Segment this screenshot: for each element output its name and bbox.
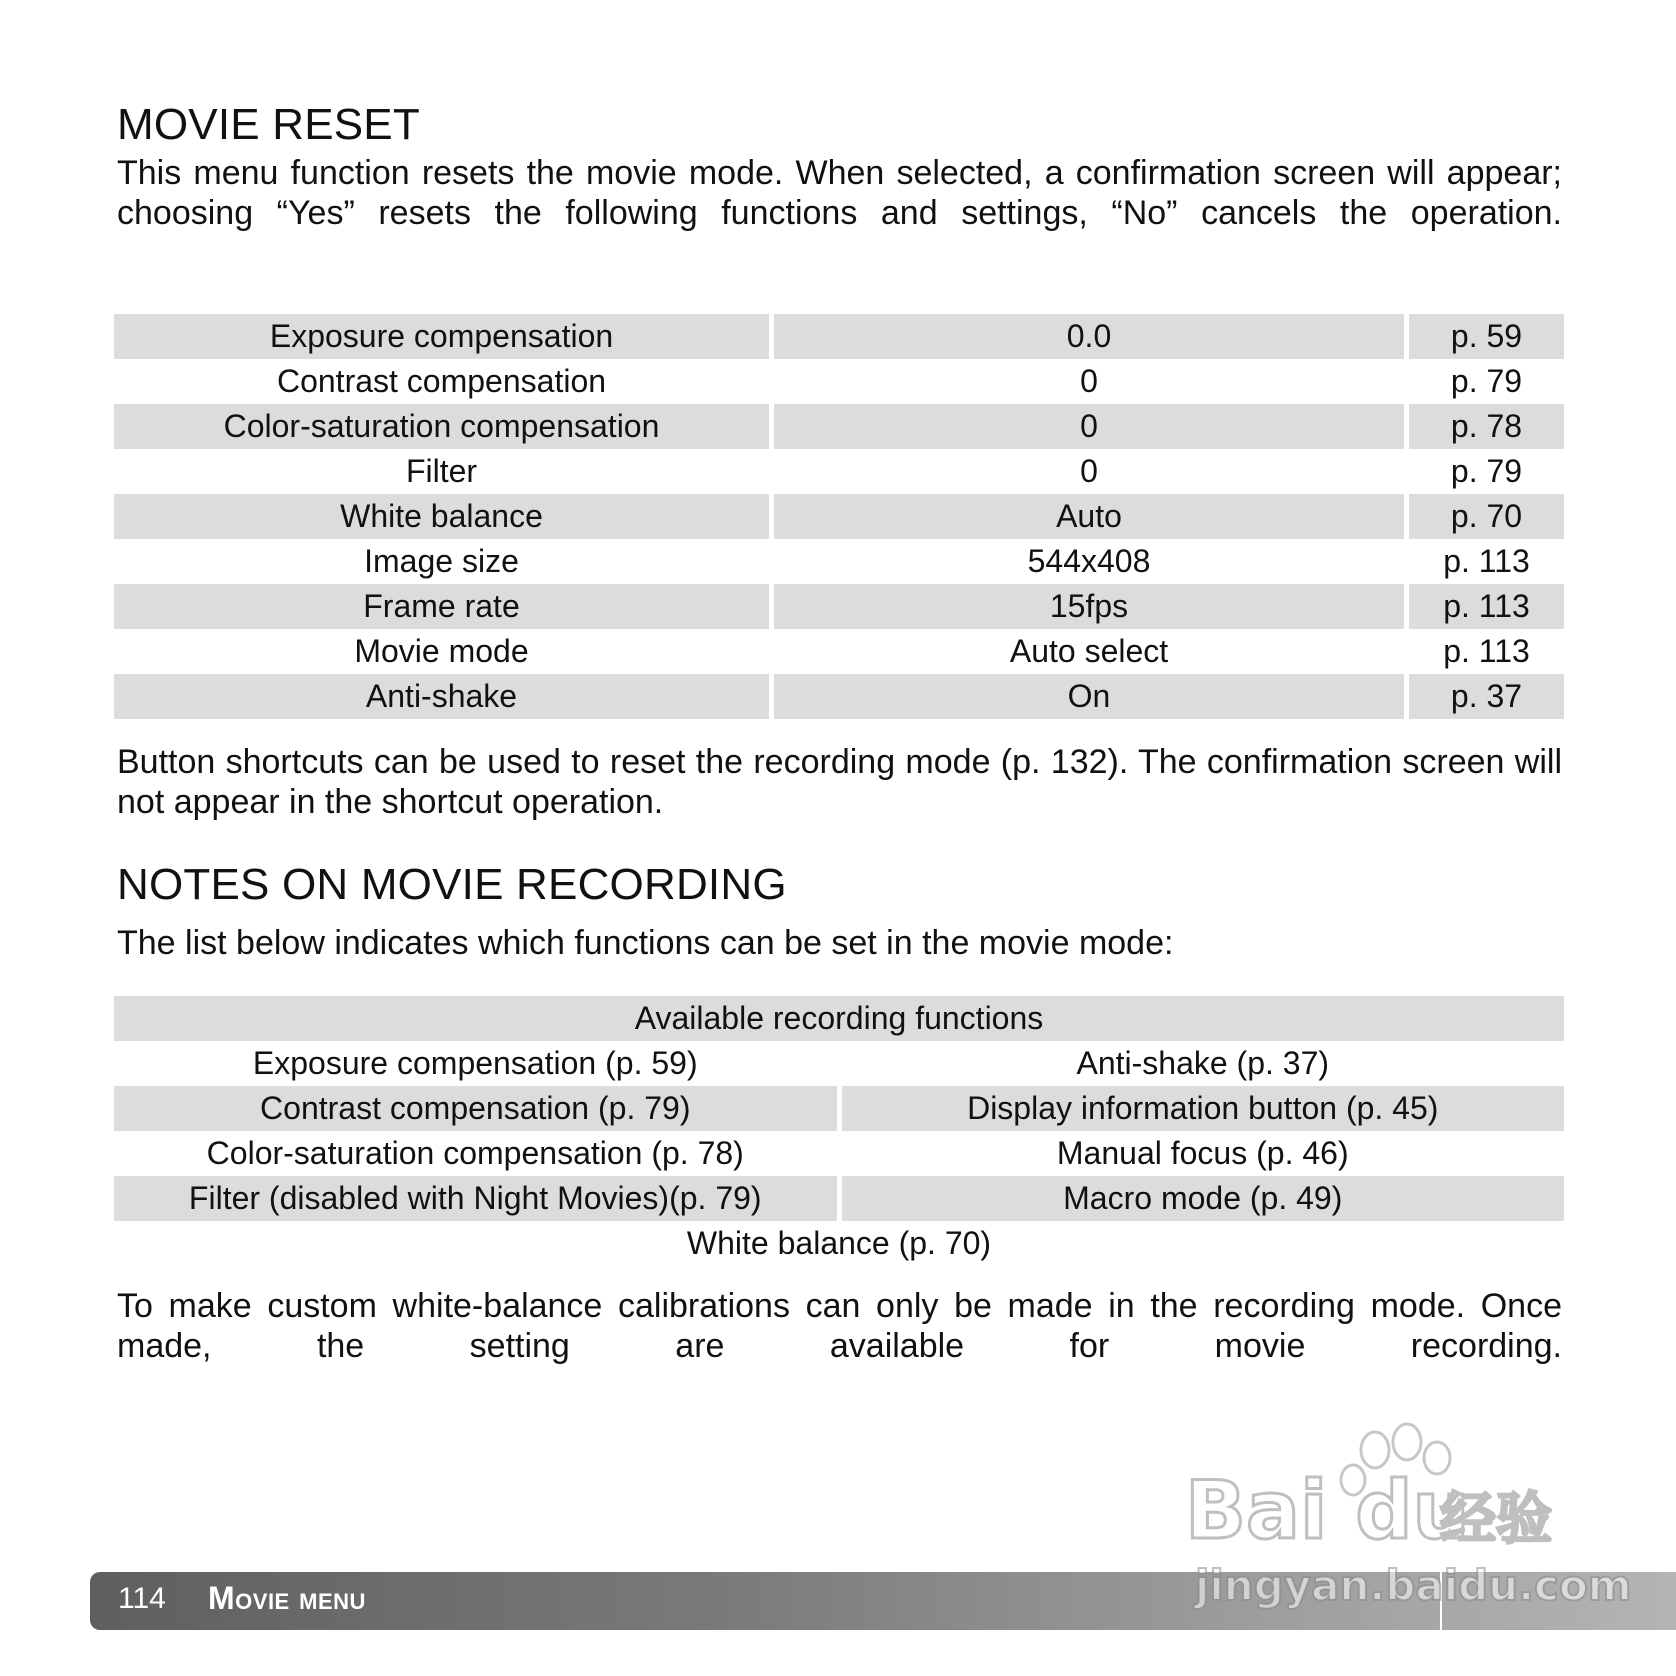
reset-table-row <box>114 539 1564 584</box>
reset-value-cell: 0.0 <box>774 314 1404 359</box>
reset-function-cell: Color-saturation compensation <box>114 404 769 449</box>
reset-function-cell: Image size <box>364 543 519 579</box>
shortcut-note: Button shortcuts can be used to reset the recording mode (p. 132). The confirmation screen will not appear in the shortcut operation. <box>117 743 1562 821</box>
reset-value-cell: 0 <box>774 404 1404 449</box>
function-left-cell: Filter (disabled with Night Movies)(p. 79) <box>114 1176 837 1221</box>
footer-section-name: Movie menu <box>208 1580 366 1616</box>
reset-table-row <box>114 449 1564 494</box>
reset-page-cell: p. 37 <box>1409 674 1564 719</box>
function-right-cell: Anti-shake (p. 37) <box>1076 1045 1330 1081</box>
functions-table-footer: White balance (p. 70) <box>686 1225 992 1261</box>
reset-page-cell: p. 113 <box>1443 633 1530 669</box>
reset-value-cell: 0 <box>1080 363 1098 399</box>
function-left-cell: Color-saturation compensation (p. 78) <box>206 1135 744 1171</box>
reset-value-cell: On <box>774 674 1404 719</box>
section-title-notes: NOTES ON MOVIE RECORDING <box>117 860 787 909</box>
white-balance-note: To make custom white-balance calibrations can only be made in the recording mode. Once made, the setting are available for movie recording. <box>117 1287 1562 1365</box>
reset-function-cell: Frame rate <box>114 584 769 629</box>
function-right-cell: Display information button (p. 45) <box>842 1086 1565 1131</box>
function-right-cell: Manual focus (p. 46) <box>1056 1135 1349 1171</box>
reset-value-cell: Auto select <box>1009 633 1169 669</box>
reset-page-cell: p. 79 <box>1450 363 1523 399</box>
section-title-movie-reset: MOVIE RESET <box>117 100 420 149</box>
reset-table-row <box>114 584 1564 629</box>
page-number: 114 <box>118 1582 166 1615</box>
function-left-cell: Exposure compensation (p. 59) <box>252 1045 698 1081</box>
reset-page-cell: p. 113 <box>1409 584 1564 629</box>
function-right-cell: Macro mode (p. 49) <box>842 1176 1565 1221</box>
reset-function-cell: Anti-shake <box>114 674 769 719</box>
functions-table-row <box>114 1176 1564 1221</box>
available-functions-table <box>109 996 1569 1266</box>
reset-value-cell: Auto <box>774 494 1404 539</box>
watermark-url: jingyan.baidu.com <box>1195 1561 1632 1610</box>
reset-function-cell: Movie mode <box>354 633 529 669</box>
reset-table-row <box>114 404 1564 449</box>
reset-table-row <box>114 674 1564 719</box>
reset-page-cell: p. 70 <box>1409 494 1564 539</box>
reset-value-cell: 544x408 <box>1027 543 1151 579</box>
functions-table-row <box>114 1041 1564 1086</box>
reset-table-row <box>114 494 1564 539</box>
reset-page-cell: p. 59 <box>1409 314 1564 359</box>
reset-page-cell: p. 79 <box>1450 453 1523 489</box>
movie-reset-intro: This menu function resets the movie mode. When selected, a confirmation screen will appear; choosing “Yes” resets the following functions and settings, “No” cancels the operation. <box>117 154 1562 232</box>
reset-function-cell: Filter <box>405 453 478 489</box>
reset-page-cell: p. 78 <box>1409 404 1564 449</box>
reset-value-cell: 15fps <box>774 584 1404 629</box>
watermark-brand-cn: 经验 <box>1440 1487 1552 1552</box>
function-left-cell: Contrast compensation (p. 79) <box>114 1086 837 1131</box>
reset-value-cell: 0 <box>1080 453 1098 489</box>
reset-page-cell: p. 113 <box>1443 543 1530 579</box>
reset-table-row <box>114 359 1564 404</box>
functions-table-header: Available recording functions <box>114 996 1564 1041</box>
functions-table-row <box>114 1086 1564 1131</box>
reset-function-cell: Contrast compensation <box>276 363 607 399</box>
baidu-watermark-logo <box>1185 1420 1632 1610</box>
reset-table-row <box>114 629 1564 674</box>
movie-reset-table <box>109 314 1569 719</box>
notes-intro: The list below indicates which functions can be set in the movie mode: <box>117 924 1174 962</box>
reset-table-row <box>114 314 1564 359</box>
reset-function-cell: Exposure compensation <box>114 314 769 359</box>
reset-function-cell: White balance <box>114 494 769 539</box>
watermark-brand: Bai du <box>1185 1464 1470 1557</box>
functions-table-row <box>114 1131 1564 1176</box>
